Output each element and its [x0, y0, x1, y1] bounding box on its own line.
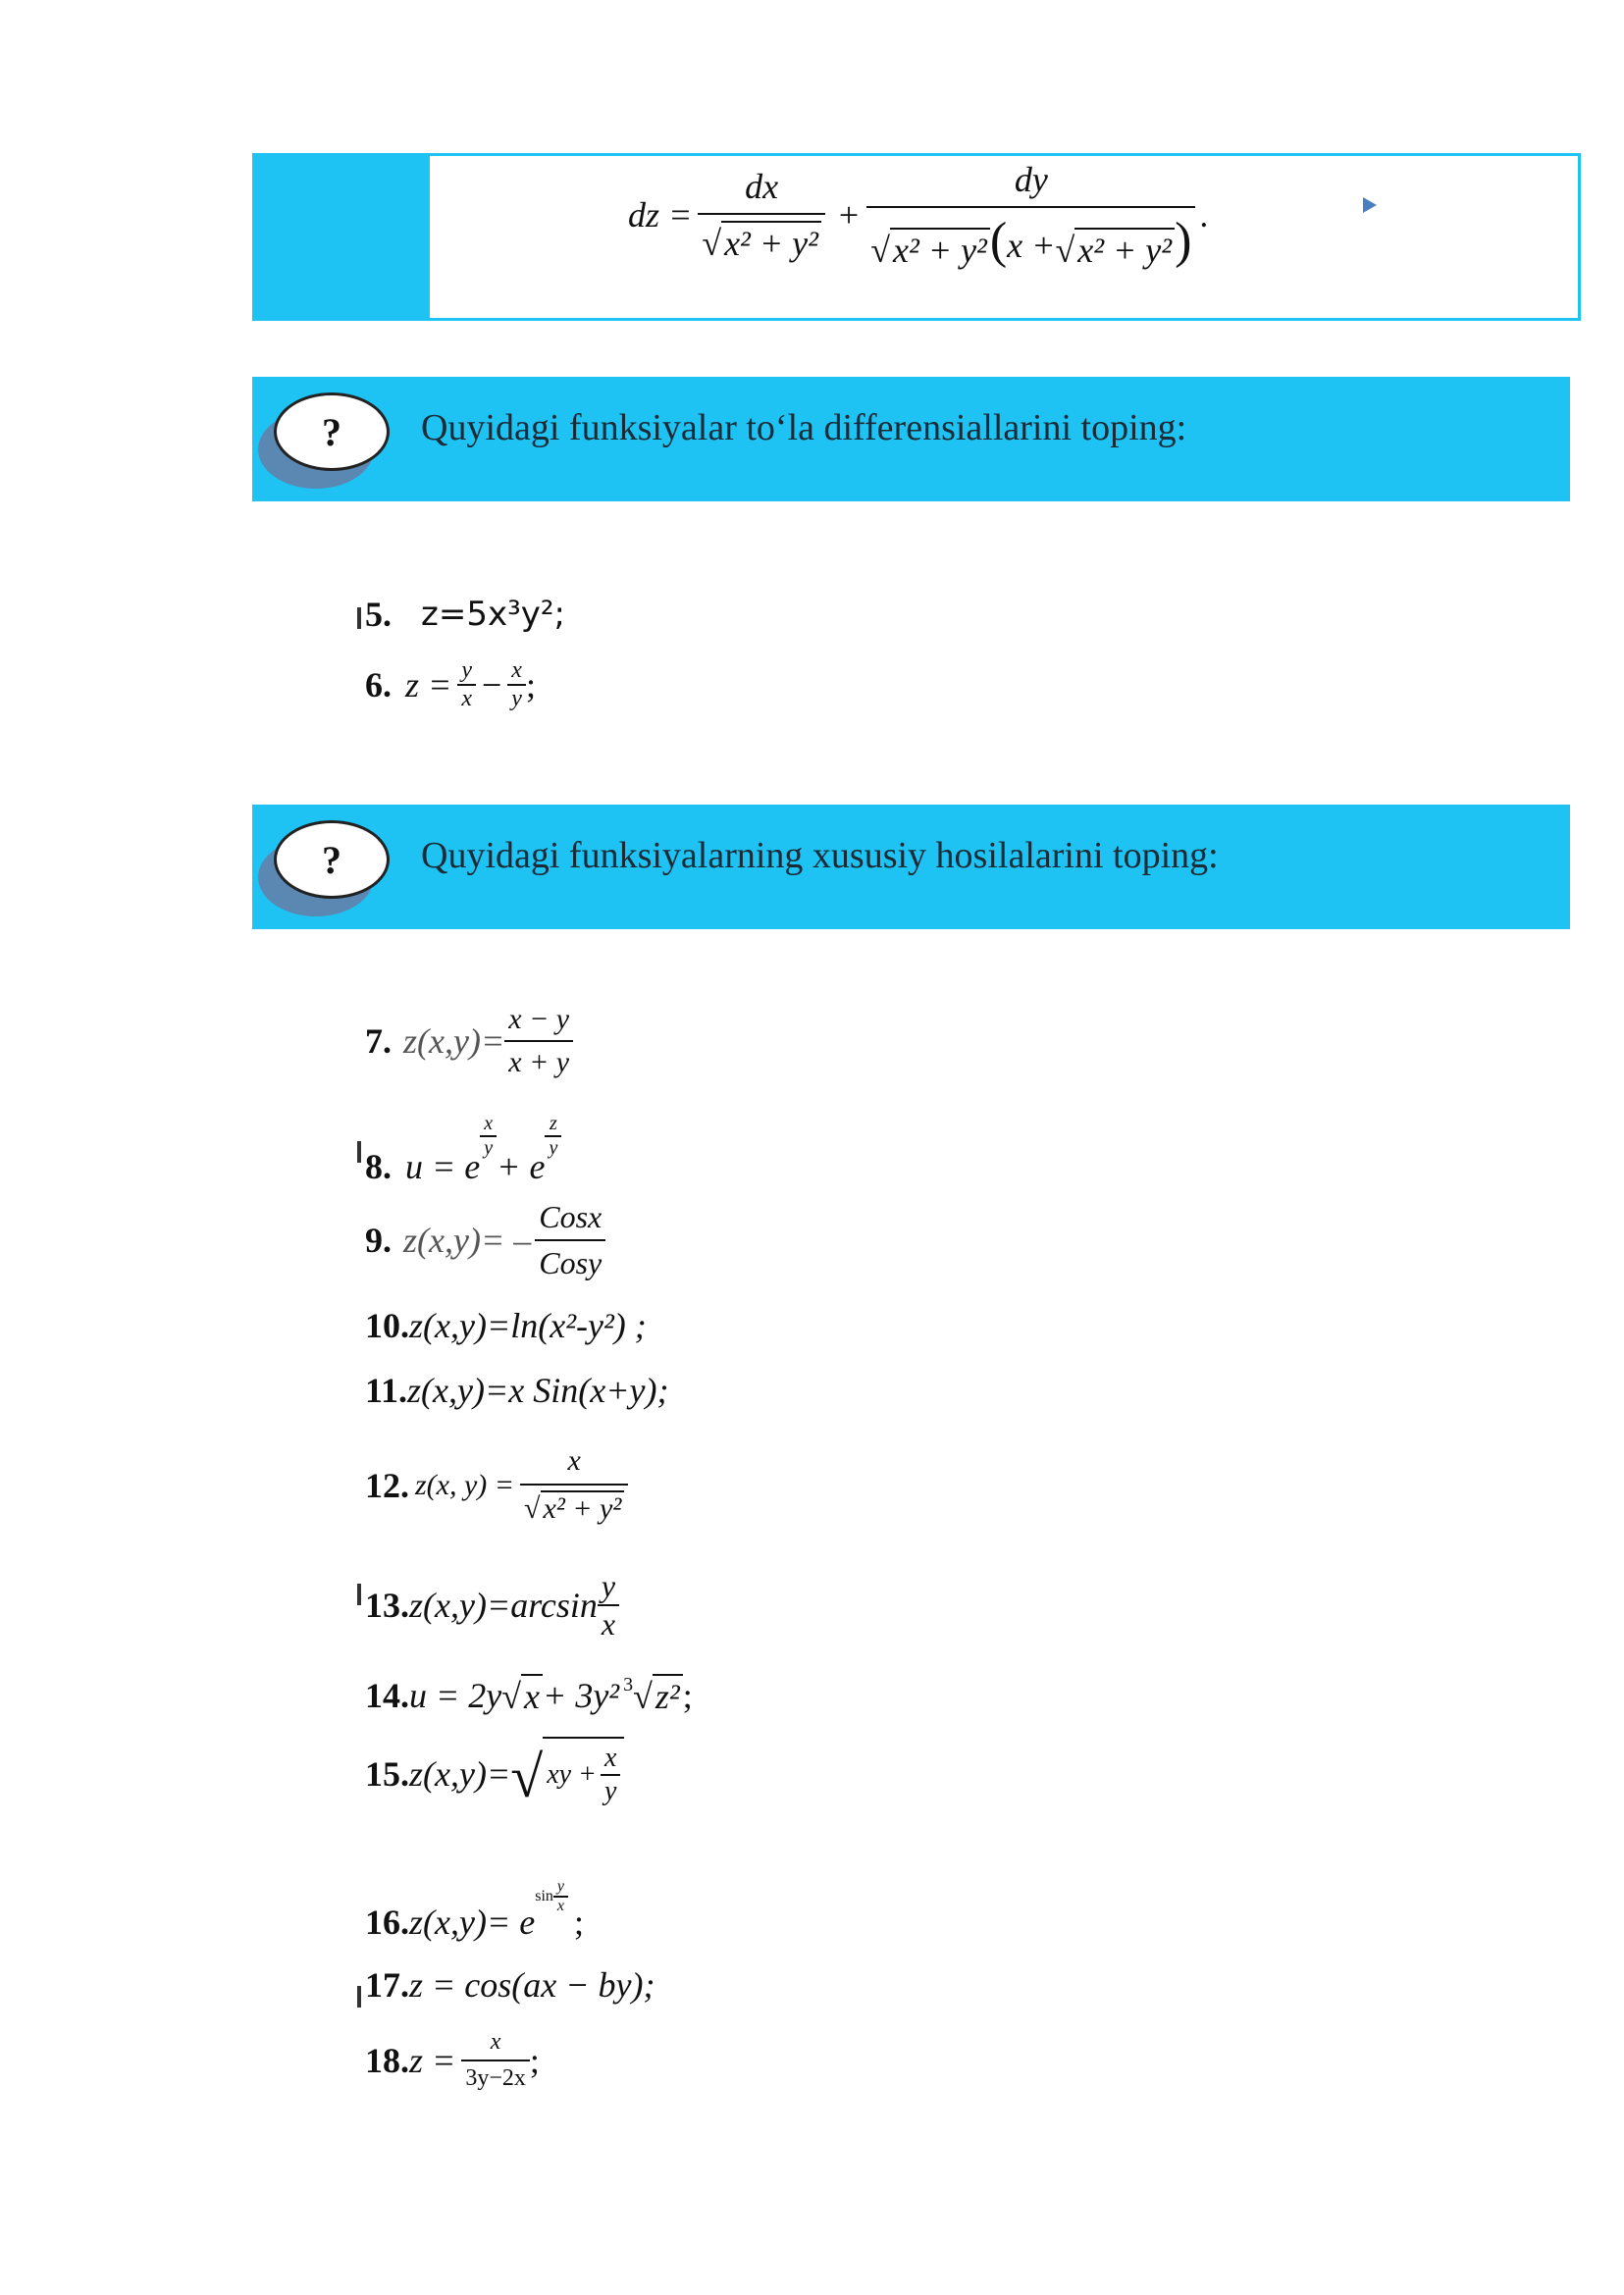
- exercise-13: 13. z(x,y)=arcsin $\frac{y}{x}$: [365, 1568, 619, 1643]
- exercise-12: 12. z(x, y) = x √ x² + y²: [365, 1444, 628, 1526]
- exercise-10: 10. z(x,y)=ln(x²-y²) ;: [365, 1306, 647, 1345]
- top-formula-plus: +: [838, 194, 860, 235]
- exercise-11: 11. z(x,y)=x Sin(x+y);: [365, 1371, 669, 1410]
- bullet-marker: [357, 1986, 361, 2008]
- exercise-8: 8. u = e $\frac{x}{y}$ + e $\frac{z}{y}$: [365, 1107, 561, 1187]
- question-mark-icon: ?: [274, 392, 390, 471]
- exercise-17: 17. z = cos(ax − by);: [365, 1965, 655, 2005]
- top-formula-frac2: dy √ x² + y² (x + √ x² + y² ): [866, 159, 1195, 271]
- exercise-6: 6. z = $\frac{y}{x}$ − $\frac{x}{y}$ ;: [365, 657, 536, 711]
- formula-box-stripe: [255, 156, 430, 318]
- exercise-7: 7. z(x,y)= $\frac{x - y}{x + y}$: [365, 1003, 573, 1079]
- question-mark-icon: ?: [274, 820, 390, 899]
- bullet-marker: [357, 607, 361, 629]
- banner-title: Quyidagi funksiyalar to‘la differensiallarini toping:: [421, 407, 1187, 448]
- banner-title: Quyidagi funksiyalarning xususiy hosilalarini toping:: [421, 835, 1219, 876]
- bullet-marker: [357, 1584, 361, 1605]
- top-formula-frac1: dx √ x² + y²: [698, 166, 825, 265]
- exercise-18: 18. z = $\frac{x}{3y-2x}$ ;: [365, 2029, 540, 2091]
- question-banner-2: [252, 805, 1570, 929]
- exercise-16: 16. z(x,y)= e sin $\frac{y}{x}$ ;: [365, 1878, 585, 1942]
- top-formula-lhs: dz =: [628, 194, 693, 235]
- question-banner-1: [252, 377, 1570, 501]
- exercise-15: 15. z(x,y)= √ xy + $\frac{x}{y}$: [365, 1737, 624, 1811]
- top-formula: dz = dx √ x² + y² + dy √ x² + y² (x + √ x² + y² ) .: [628, 160, 1209, 270]
- play-marker-icon: [1363, 197, 1377, 213]
- exercise-9: 9. z(x,y)= – $\frac{\text{Cosx}}{\text{Cosy}}$: [365, 1199, 605, 1281]
- exercise-14: 14. u = 2y √ x + 3y² 3 √ z² ;: [365, 1674, 693, 1716]
- bullet-marker: [357, 1141, 361, 1163]
- exercise-5: 5. z=5x³y²;: [365, 595, 565, 634]
